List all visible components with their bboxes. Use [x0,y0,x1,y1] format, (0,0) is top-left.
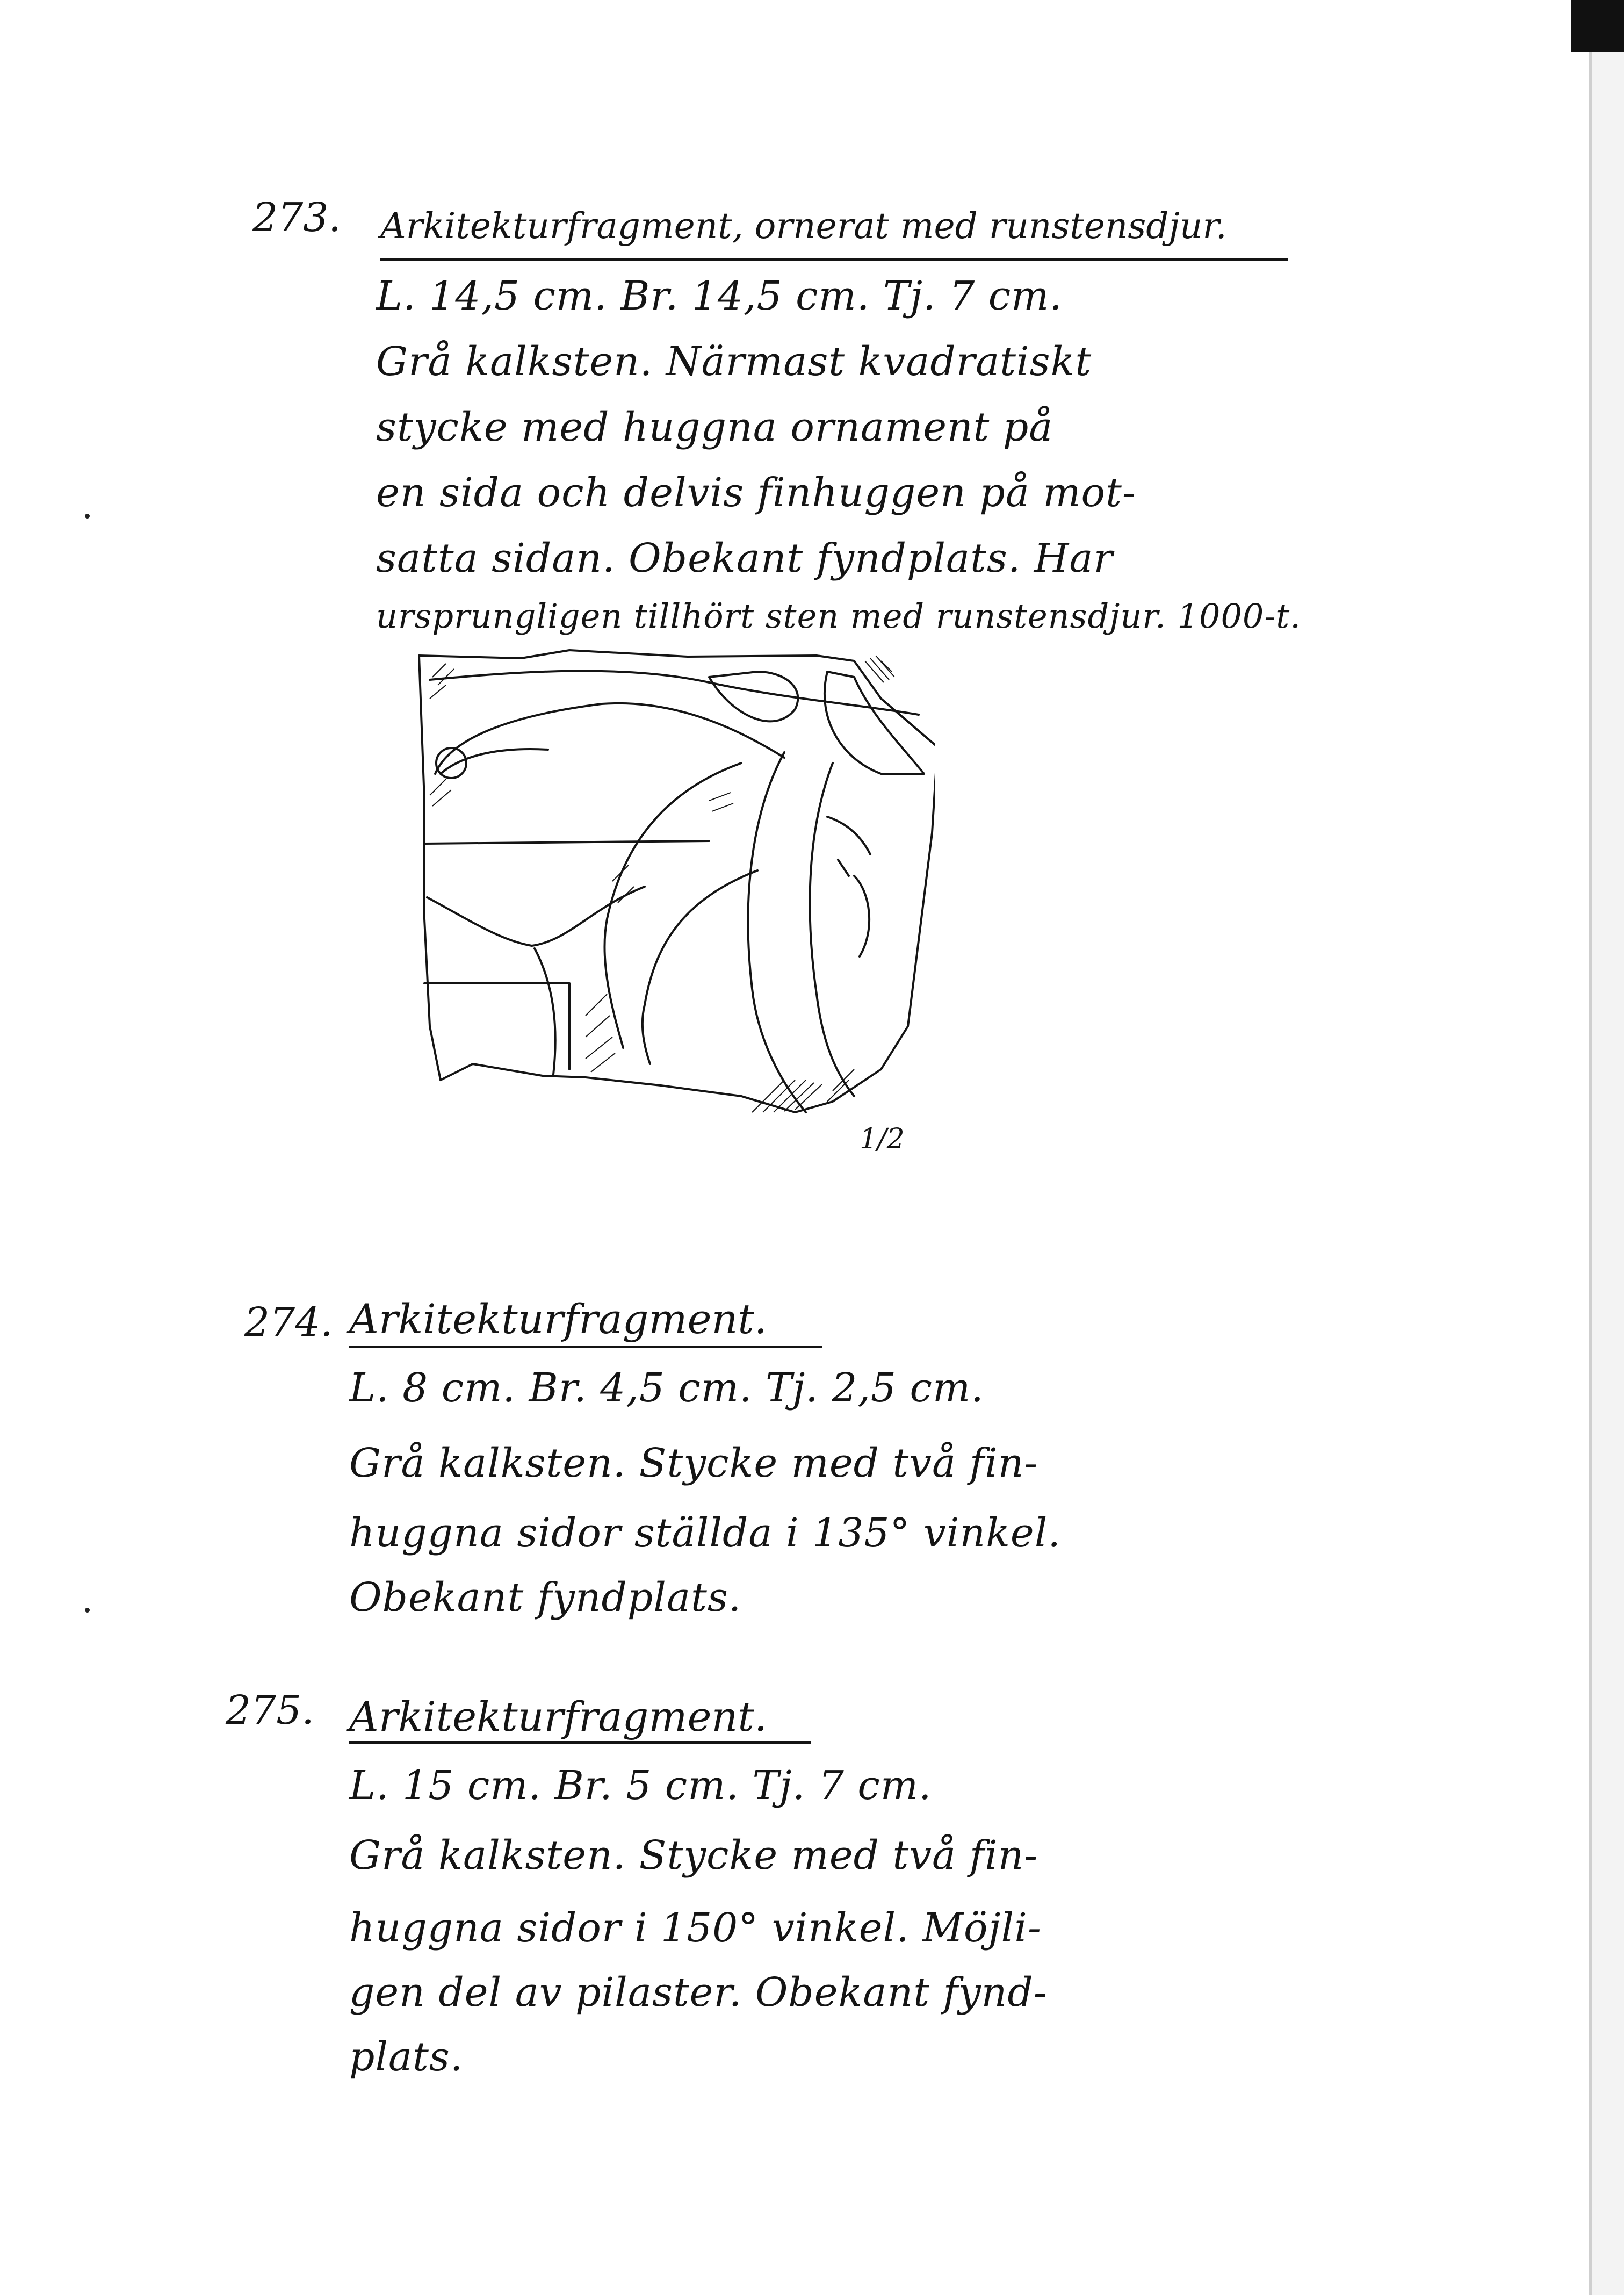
title-underline [349,1346,822,1348]
speck [85,514,90,519]
entry-line: plats. [349,2034,464,2080]
entry-line: stycke med huggna ornament på [376,404,1053,450]
entry-line: Grå kalksten. Stycke med två fin- [349,1832,1038,1879]
figure-scale: 1/2 [860,1123,905,1155]
title-underline [349,1741,811,1744]
entry-title: Arkitekturfragment, ornerat med runstensdjur. [380,205,1227,247]
entry-line: Grå kalksten. Stycke med två fin- [349,1440,1038,1486]
entry-line: satta sidan. Obekant fyndplats. Har [376,535,1113,581]
entry-line: L. 14,5 cm. Br. 14,5 cm. Tj. 7 cm. [376,273,1063,319]
entry-line: huggna sidor i 150° vinkel. Möjli- [349,1905,1042,1951]
corner-mark [1571,0,1624,52]
entry-line: L. 8 cm. Br. 4,5 cm. Tj. 2,5 cm. [349,1365,984,1411]
entry-title: Arkitekturfragment. [349,1295,768,1343]
entry-line: huggna sidor ställda i 135° vinkel. [349,1510,1061,1556]
entry-line: en sida och delvis finhuggen på mot- [376,470,1136,516]
entry-line: gen del av pilaster. Obekant fynd- [349,1969,1048,2016]
entry-number: 275. [226,1687,314,1733]
entry-line: Obekant fyndplats. [349,1574,742,1621]
entry-number: 273. [252,195,341,241]
fragment-drawing [408,639,935,1209]
title-underline [380,258,1288,261]
speck [85,1608,90,1613]
entry-line: ursprungligen tillhört sten med runstensdjur. 1000-t. [376,596,1301,636]
entry-line: Grå kalksten. Närmast kvadratiskt [376,339,1092,385]
entry-line: L. 15 cm. Br. 5 cm. Tj. 7 cm. [349,1762,932,1809]
entry-title: Arkitekturfragment. [349,1693,768,1740]
page-edge [1589,0,1624,2295]
entry-number: 274. [244,1299,333,1346]
